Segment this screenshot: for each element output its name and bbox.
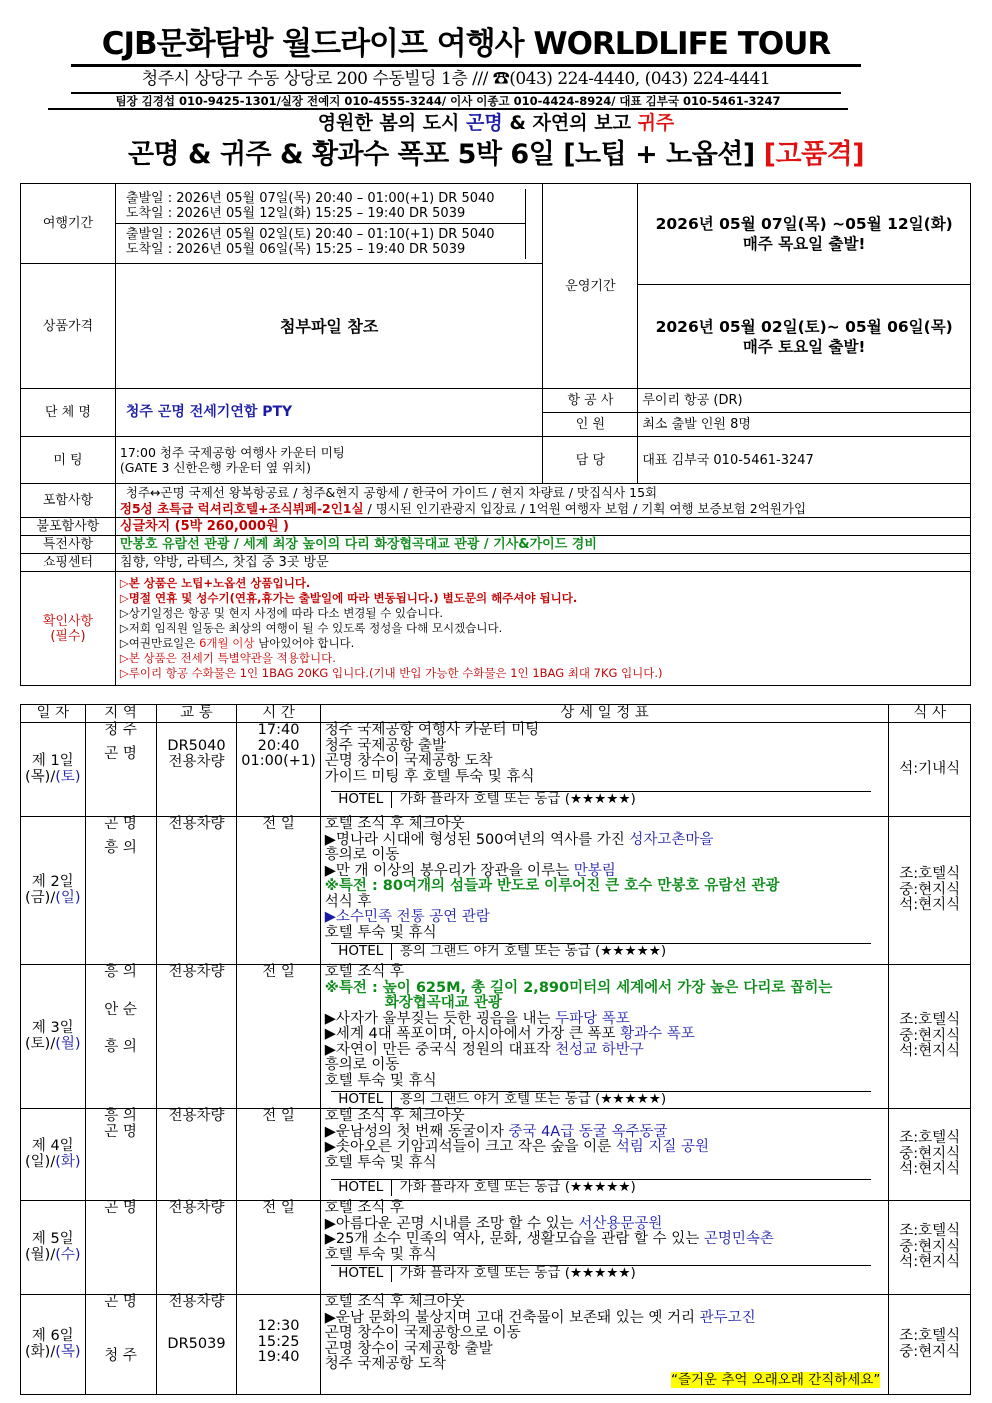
- special-value: 만봉호 유람선 관광 / 세계 최장 높이의 다리 화장협곡대교 관광 / 기사&가이드 경비: [115, 536, 970, 554]
- company-address: 청주시 상당구 수동 상당로 200 수동빌딩 1층 /// ☎(043) 224-4440, (043) 224-4441: [71, 66, 841, 94]
- period-values: [115, 184, 543, 264]
- price-value: 첨부파일 참조: [115, 264, 543, 389]
- shopping-label: 쇼핑센터: [21, 554, 116, 572]
- day-row-1: 제 1일 (목)/(토) 청 주 곤 명 DR5040 전용차량 17:40 20:40 01:00(+1) 청주 국제공항 여행사 카운터 미팅 청주 국제공항 출발 곤명 창수이 국제공항 도착 가이드 미팅 후 호텔 투숙 및 휴식 HOTEL 가화 플라자 호텔 또는 동급 (★★★★★) 석:기내식: [21, 723, 971, 817]
- manager-label: 담 당: [543, 437, 638, 484]
- period-label: 여행기간: [21, 184, 116, 264]
- group-value: 청주 곤명 전세기연합 PTY: [115, 389, 543, 437]
- day-row-2: 제 2일 (금)/(일) 곤 명 흥 의 전용차량 전 일 호텔 조식 후 체크아웃 ▶명나라 시대에 형성된 500여년의 역사를 가진 성자고촌마을 흥의로 이동 ▶만 개 이상의 봉우리가 장관을 이루는 만봉림 ※특전 : 80여개의 섬들과 반도로 이루어진 큰 호수 만봉호 유람선 관광 석식 후 ▶소수민족 전통 공연 관람 호텔 투숙 및 휴식 HOTEL 흥의 그랜드 야거 호텔 또는 동급 (★★★★★) 조:호텔식 중:현지식 석:현지식: [21, 817, 971, 965]
- day-row-5: 제 5일 (월)/(수) 곤 명 전용차량 전 일 호텔 조식 후 ▶아름다운 곤명 시내를 조망 할 수 있는 서산용문공원 ▶25개 소수 민족의 역사, 문화, 생활모습을 관람 할 수 있는 곤명민속촌 호텔 투숙 및 휴식 HOTEL 가화 플라자 호텔 또는 동급 (★★★★★) 조:호텔식 중:현지식 석:현지식: [21, 1201, 971, 1295]
- company-title: CJB문화탐방 월드라이프 여행사 WORLDLIFE TOUR: [71, 22, 861, 67]
- schedule-header: 일 자 지 역 교 통 시 간 상 세 일 정 표 식 사: [21, 705, 971, 723]
- excluded-value: 싱글차지 (5박 260,000원 ): [115, 518, 970, 536]
- ops-label: 운영기간: [543, 184, 638, 389]
- people-value: 최소 출발 인원 8명: [638, 413, 971, 437]
- excluded-label: 불포함사항: [21, 518, 116, 536]
- group-label: 단 체 명: [21, 389, 116, 437]
- departure-1: 출발일 : 2026년 05월 07일(목) 20:40 – 01:00(+1) DR 5040: [125, 190, 495, 206]
- tour-subtitle: 영원한 봄의 도시 곤명 & 자연의 보고 귀주: [317, 112, 675, 134]
- included-label: 포함사항: [21, 484, 116, 518]
- day-row-6: 제 6일 (화)/(목) 곤 명 청 주 전용차량 DR5039 12:30 15:25 19:40 호텔 조식 후 체크아웃 ▶운남 문화의 불상지며 고대 건축물이 보존돼 있는 옛 거리 관두고진 곤명 창수이 국제공항으로 이동 곤명 창수이 국제공항 출발 청주 국제공항 도착 “즐거운 추억 오래오래 간직하세요” 조:호텔식 중:현지식: [21, 1295, 971, 1395]
- meeting-label: 미 팅: [21, 437, 116, 484]
- shopping-value: 침향, 약방, 라텍스, 찻집 중 3곳 방문: [115, 554, 970, 572]
- arrival-1: 도착일 : 2026년 05월 12일(화) 15:25 – 19:40 DR 5039: [125, 205, 466, 221]
- info-table: [20, 183, 971, 686]
- tour-title: 곤명 & 귀주 & 황과수 폭포 5박 6일 [노팁 + 노옵션] [고품격]: [127, 139, 865, 170]
- day-row-3: 제 3일 (토)/(월) 흥 의 안 순 흥 의 전용차량 전 일 호텔 조식 후 ※특전 : 높이 625M, 총 길이 2,890미터의 세계에서 가장 높은 다리로 꼽히는 화장협곡대교 관광 ▶사자가 울부짖는 듯한 굉음을 내는 두파당 폭포 ▶세계 4대 폭포이며, 아시아에서 가장 큰 폭포 황과수 폭포 ▶자연이 만든 중국식 정원의 대표작 천성교 하반구 흥의로 이동 호텔 투숙 및 휴식 HOTEL 흥의 그랜드 야거 호텔 또는 동급 (★★★★★) 조:호텔식 중:현지식 석:현지식: [21, 965, 971, 1109]
- manager-value: 대표 김부국 010-5461-3247: [638, 437, 971, 484]
- schedule-table: [20, 704, 971, 1395]
- staff-contacts: 팀장 김경섭 010-9425-1301/실장 전예지 010-4555-3244/ 이사 이종고 010-4424-8924/ 대표 김부국 010-5461-3247: [48, 94, 848, 110]
- confirm-notes: ▷본 상품은 노팁+노옵션 상품입니다. ▷명절 연휴 및 성수기(연휴,휴가는 출발일에 따라 변동됩니다.) 별도문의 해주셔야 됩니다. ▷상기일정은 항공 및 현지 사정에 따라 다소 변경될 수 있습니다. ▷저희 임직원 일동은 최상의 여행이 될 수 있도록 정성을 다해 모시겠습니다. ▷여권만료일은 6개월 이상 남아있어야 합니다. ▷본 상품은 전세기 특별약관을 적용합니다. ▷루이리 항공 수화물은 1인 1BAG 20KG 입니다.(기내 반입 가능한 수화물은 1인 1BAG 최대 7KG 입니다.): [115, 572, 970, 686]
- people-label: 인 원: [543, 413, 638, 437]
- airline-value: 루이리 항공 (DR): [638, 389, 971, 413]
- confirm-label: 확인사항 (필수): [21, 572, 116, 686]
- departure-2: 출발일 : 2026년 05월 02일(토) 20:40 – 01:10(+1) DR 5040: [125, 226, 495, 242]
- ops-values: 2026년 05월 07일(목) ~05월 12일(화) 매주 목요일 출발! 2026년 05월 02일(토)~ 05월 06일(목) 매주 토요일 출발!: [638, 184, 971, 389]
- special-label: 특전사항: [21, 536, 116, 554]
- meeting-value: 17:00 청주 국제공항 여행사 카운터 미팅 (GATE 3 신한은행 카운터 옆 위치): [115, 437, 543, 484]
- price-label: 상품가격: [21, 264, 116, 389]
- airline-label: 항 공 사: [543, 389, 638, 413]
- day-row-4: 제 4일 (일)/(화) 흥 의 곤 명 전용차량 전 일 호텔 조식 후 체크아웃 ▶운남성의 첫 번째 동굴이자 중국 4A급 동굴 옥주동굴 ▶솟아오른 기암괴석들이 크고 작은 숲을 이룬 석림 지질 공원 호텔 투숙 및 휴식 HOTEL 가화 플라자 호텔 또는 동급 (★★★★★) 조:호텔식 중:현지식 석:현지식: [21, 1109, 971, 1201]
- included-value: 청주↔곤명 국제선 왕복항공료 / 청주&현지 공항세 / 한국어 가이드 / 현지 차량료 / 맛집식사 15회 정5성 초특급 럭셔리호텔+조식뷔페-2인1실 / 명시된 인기관광지 입장료 / 1억원 여행자 보험 / 기획 여행 보증보험 2억원가입: [115, 484, 970, 518]
- closing-message: “즐거운 추억 오래오래 간직하세요”: [670, 1371, 881, 1388]
- arrival-2: 도착일 : 2026년 05월 06일(목) 15:25 – 19:40 DR 5039: [125, 241, 466, 257]
